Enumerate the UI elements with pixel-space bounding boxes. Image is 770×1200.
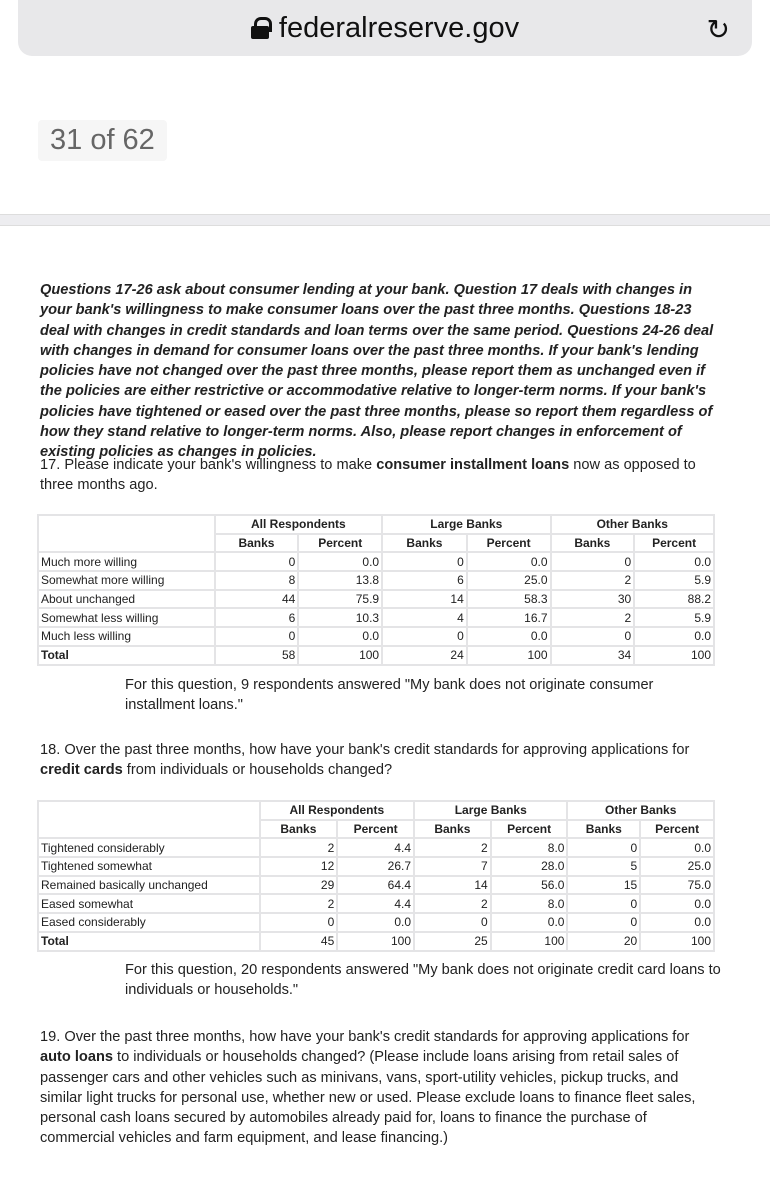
row-label: Much less willing [38, 627, 215, 646]
table-row [38, 552, 714, 571]
empty-header [38, 801, 260, 838]
cell-value: 2 [260, 838, 338, 857]
cell-value: 14 [382, 590, 467, 609]
table-row [38, 876, 714, 895]
q18-table [37, 800, 715, 952]
row-label: Somewhat less willing [38, 608, 215, 627]
row-label: Eased somewhat [38, 894, 260, 913]
cell-value: 100 [298, 646, 382, 665]
cell-value: 8.0 [491, 838, 568, 857]
cell-value: 8 [215, 571, 299, 590]
cell-value: 34 [551, 646, 635, 665]
table-row [38, 627, 714, 646]
question-19: 19. Over the past three months, how have your bank's credit standards for approving applications for auto loans to individuals or households changed? (Please include loans arising from retail sales of passenger cars and other vehicles such as minivans, vans, sport-utility vehicles, pickup trucks, and similar light trucks for personal use, whether new or used. Please exclude loans to finance fleet sales, personal cash loans secured by automobiles already paid for, loans to finance the purchase of commercial vehicles and farm equipment, and lease financing.) [40, 1029, 696, 1147]
empty-header [38, 515, 215, 552]
cell-value: 64.4 [337, 876, 414, 895]
cell-value: 100 [337, 932, 414, 951]
cell-value: 4 [382, 608, 467, 627]
cell-value: 58.3 [467, 590, 551, 609]
cell-value: 0.0 [640, 913, 714, 932]
table-row [38, 932, 714, 951]
banks-header: Banks [414, 820, 491, 839]
cell-value: 0 [551, 552, 635, 571]
cell-value: 0.0 [298, 552, 382, 571]
cell-value: 29 [260, 876, 338, 895]
q17-table [37, 514, 715, 666]
lock-icon [251, 17, 269, 39]
row-label: Tightened somewhat [38, 857, 260, 876]
cell-value: 44 [215, 590, 299, 609]
cell-value: 75.9 [298, 590, 382, 609]
cell-value: 75.0 [640, 876, 714, 895]
cell-value: 6 [215, 608, 299, 627]
table-row [38, 590, 714, 609]
question-17: 17. Please indicate your bank's willingness to make consumer installment loans now as opposed to three months ago. [40, 457, 696, 494]
banks-header: Banks [567, 820, 640, 839]
cell-value: 2 [414, 838, 491, 857]
cell-value: 2 [551, 608, 635, 627]
table-row [38, 646, 714, 665]
cell-value: 5.9 [634, 608, 714, 627]
cell-value: 0 [382, 552, 467, 571]
row-label: Tightened considerably [38, 838, 260, 857]
group-header: All Respondents [260, 801, 414, 820]
table-row [38, 894, 714, 913]
table-row [38, 838, 714, 857]
cell-value: 58 [215, 646, 299, 665]
table-row [38, 913, 714, 932]
cell-value: 15 [567, 876, 640, 895]
cell-value: 0 [414, 913, 491, 932]
cell-value: 16.7 [467, 608, 551, 627]
intro-text: Questions 17-26 ask about consumer lending at your bank. Question 17 deals with changes in your bank's willingness to make consumer loans over the past three months. Questions 18-23 deal with changes in credit standards and loan terms over the same period. Questions 24-26 deal with changes in demand for consumer loans over the past three months. If your bank's lending policies have not changed over the past three months, please report them as unchanged even if the policies are either restrictive or accommodative relative to longer-term norms. If your bank's policies have tightened or eased over the past three months, please so report them regardless of how they stand relative to longer-term norms. Also, please report changes in enforcement of existing policies as changes in policies. [40, 282, 714, 461]
cell-value: 7 [414, 857, 491, 876]
reload-icon[interactable]: ↻ [706, 14, 730, 45]
cell-value: 5.9 [634, 571, 714, 590]
cell-value: 13.8 [298, 571, 382, 590]
percent-header: Percent [634, 534, 714, 553]
cell-value: 45 [260, 932, 338, 951]
cell-value: 100 [467, 646, 551, 665]
cell-value: 0 [215, 627, 299, 646]
cell-value: 0.0 [491, 913, 568, 932]
cell-value: 0.0 [467, 552, 551, 571]
row-label: Eased considerably [38, 913, 260, 932]
row-label: Somewhat more willing [38, 571, 215, 590]
address-bar[interactable] [18, 0, 752, 56]
cell-value: 5 [567, 857, 640, 876]
group-header: Large Banks [382, 515, 550, 534]
cell-value: 25.0 [467, 571, 551, 590]
cell-value: 0.0 [298, 627, 382, 646]
page-divider [0, 214, 770, 226]
group-header: Large Banks [414, 801, 567, 820]
percent-header: Percent [467, 534, 551, 553]
cell-value: 2 [260, 894, 338, 913]
cell-value: 20 [567, 932, 640, 951]
row-label: Total [38, 932, 260, 951]
page-indicator: 31 of 62 [38, 120, 167, 161]
cell-value: 28.0 [491, 857, 568, 876]
cell-value: 14 [414, 876, 491, 895]
banks-header: Banks [382, 534, 467, 553]
cell-value: 0 [382, 627, 467, 646]
percent-header: Percent [491, 820, 568, 839]
cell-value: 0 [567, 913, 640, 932]
question-18: 18. Over the past three months, how have your bank's credit standards for approving applications for credit cards from individuals or households changed? [40, 742, 690, 779]
percent-header: Percent [298, 534, 382, 553]
percent-header: Percent [337, 820, 414, 839]
cell-value: 56.0 [491, 876, 568, 895]
q17-note: For this question, 9 respondents answered "My bank does not originate consumer installment loans." [125, 677, 654, 714]
cell-value: 2 [551, 571, 635, 590]
cell-value: 88.2 [634, 590, 714, 609]
cell-value: 24 [382, 646, 467, 665]
row-label: Remained basically unchanged [38, 876, 260, 895]
cell-value: 0.0 [337, 913, 414, 932]
banks-header: Banks [215, 534, 299, 553]
cell-value: 10.3 [298, 608, 382, 627]
cell-value: 0 [260, 913, 338, 932]
cell-value: 100 [491, 932, 568, 951]
table-row [38, 857, 714, 876]
cell-value: 0.0 [467, 627, 551, 646]
cell-value: 4.4 [337, 894, 414, 913]
percent-header: Percent [640, 820, 714, 839]
cell-value: 0 [567, 894, 640, 913]
group-header: All Respondents [215, 515, 382, 534]
cell-value: 100 [640, 932, 714, 951]
cell-value: 4.4 [337, 838, 414, 857]
group-header: Other Banks [567, 801, 714, 820]
q18-note: For this question, 20 respondents answered "My bank does not originate credit card loans to individuals or households." [125, 962, 721, 999]
cell-value: 8.0 [491, 894, 568, 913]
cell-value: 0 [551, 627, 635, 646]
cell-value: 12 [260, 857, 338, 876]
cell-value: 0 [567, 838, 640, 857]
cell-value: 0.0 [634, 552, 714, 571]
row-label: Total [38, 646, 215, 665]
cell-value: 30 [551, 590, 635, 609]
cell-value: 2 [414, 894, 491, 913]
cell-value: 100 [634, 646, 714, 665]
banks-header: Banks [260, 820, 338, 839]
cell-value: 0.0 [634, 627, 714, 646]
cell-value: 25 [414, 932, 491, 951]
table-row [38, 608, 714, 627]
row-label: About unchanged [38, 590, 215, 609]
row-label: Much more willing [38, 552, 215, 571]
group-header: Other Banks [551, 515, 715, 534]
cell-value: 6 [382, 571, 467, 590]
cell-value: 0.0 [640, 838, 714, 857]
cell-value: 26.7 [337, 857, 414, 876]
cell-value: 0.0 [640, 894, 714, 913]
cell-value: 0 [215, 552, 299, 571]
url-text: federalreserve.gov [278, 11, 520, 44]
banks-header: Banks [551, 534, 635, 553]
table-row [38, 571, 714, 590]
cell-value: 25.0 [640, 857, 714, 876]
